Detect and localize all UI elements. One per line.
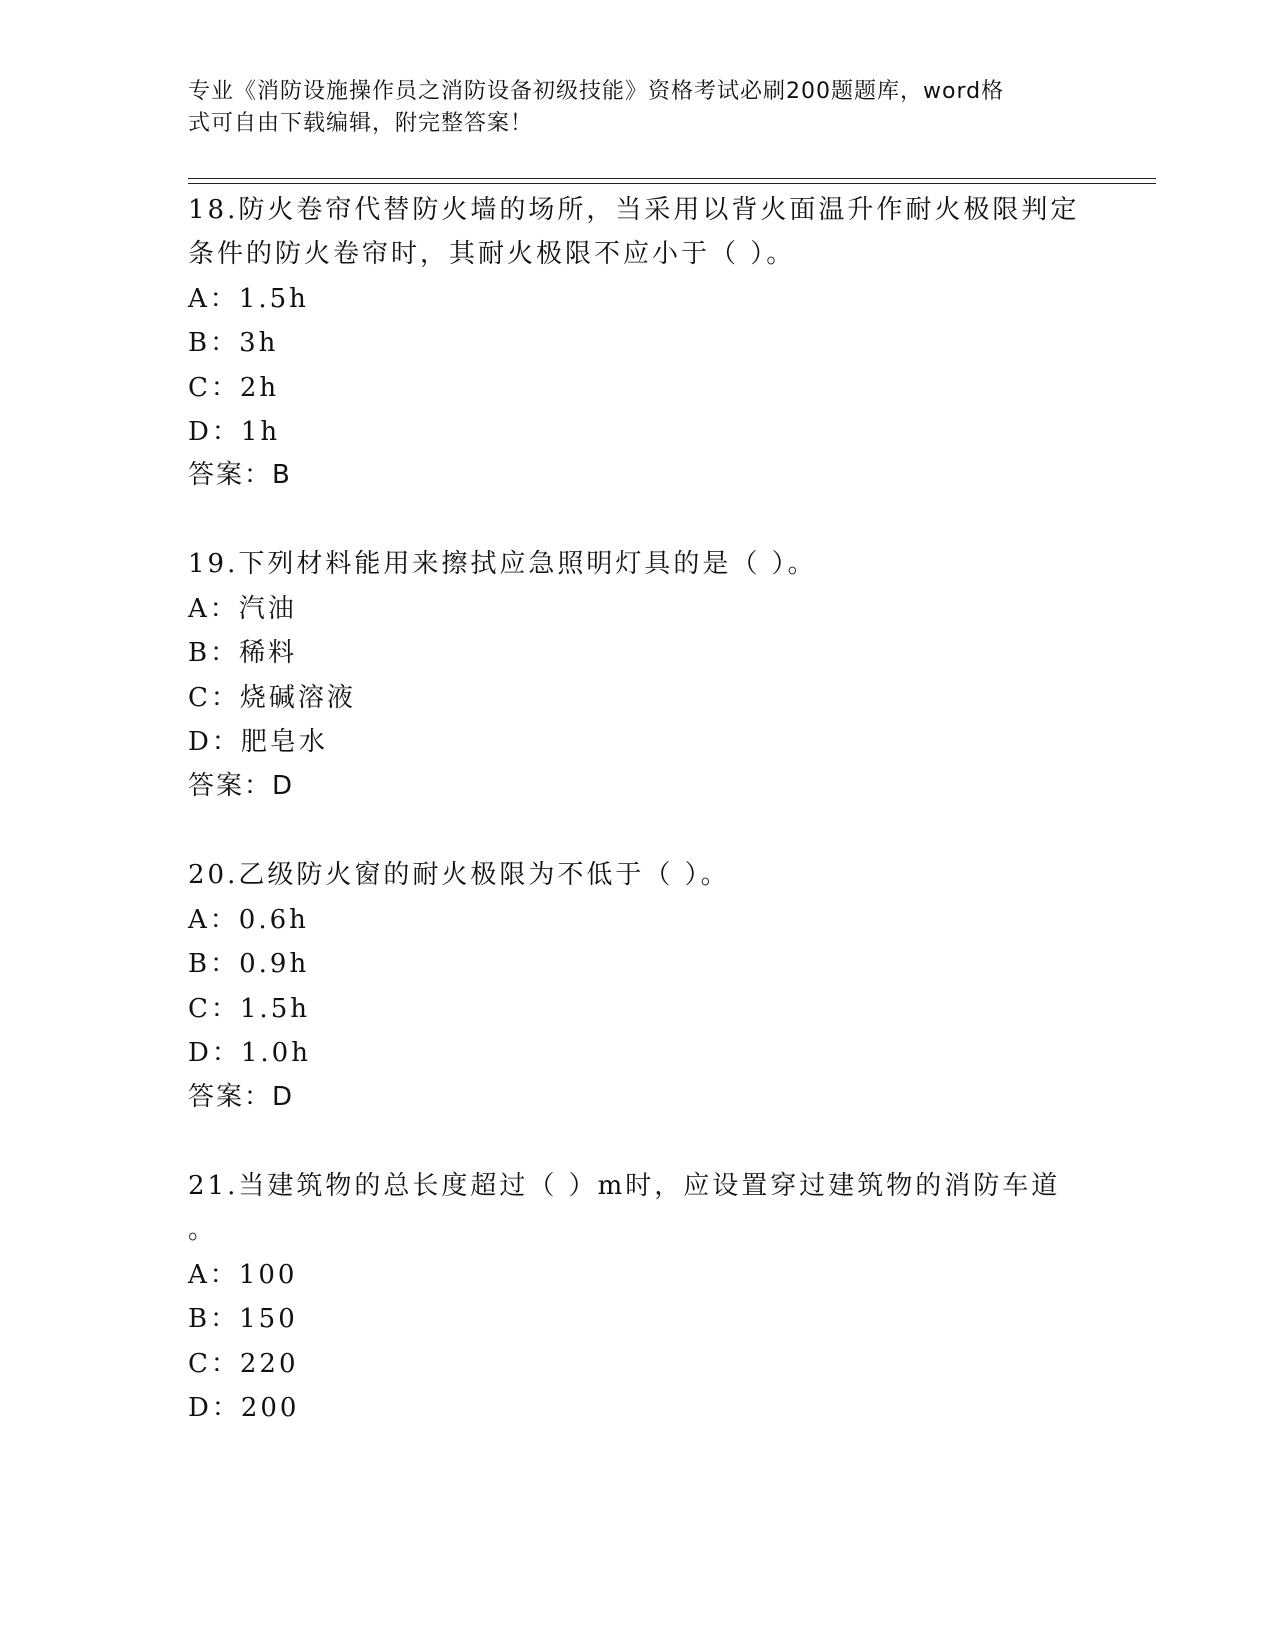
question-20-stem-line-1: 20.乙级防火窗的耐火极限为不低于（ ）。 — [188, 860, 730, 890]
question-18-stem-line-2: 条件的防火卷帘时，其耐火极限不应小于（ ）。 — [188, 239, 796, 269]
question-19-option-a: A：汽油 — [188, 594, 297, 624]
question-20-option-c: C：1.5h — [188, 994, 310, 1024]
question-19-answer: 答案：D — [188, 771, 295, 801]
question-18-option-a: A：1.5h — [188, 284, 309, 314]
header-line-2: 式可自由下载编辑，附完整答案！ — [188, 111, 534, 136]
header-line-1: 专业《消防设施操作员之消防设备初级技能》资格考试必刷200题题库，word格 — [188, 79, 1005, 104]
question-21-stem-line-2: 。 — [188, 1215, 218, 1245]
question-19-stem-line-1: 19.下列材料能用来擦拭应急照明灯具的是（ ）。 — [188, 549, 817, 579]
question-21-option-a: A：100 — [188, 1260, 298, 1290]
question-19-option-d: D：肥皂水 — [188, 727, 328, 757]
question-21-stem-line-1: 21.当建筑物的总长度超过（ ）m时，应设置穿过建筑物的消防车道 — [188, 1171, 1061, 1201]
question-18-answer: 答案：B — [188, 460, 292, 490]
question-18-option-d: D：1h — [188, 417, 281, 447]
question-18-option-c: C：2h — [188, 373, 280, 403]
question-20-answer: 答案：D — [188, 1082, 295, 1112]
question-18-option-b: B：3h — [188, 328, 279, 358]
question-18-stem-line-1: 18.防火卷帘代替防火墙的场所，当采用以背火面温升作耐火极限判定 — [188, 195, 1080, 225]
question-20-option-b: B：0.9h — [188, 949, 310, 979]
question-20-option-d: D：1.0h — [188, 1038, 311, 1068]
question-21-option-d: D：200 — [188, 1393, 300, 1423]
question-19-option-b: B：稀料 — [188, 638, 298, 668]
header-divider-bottom — [188, 183, 1156, 184]
question-19-option-c: C：烧碱溶液 — [188, 683, 356, 713]
document-header — [188, 76, 1068, 140]
question-21-option-c: C：220 — [188, 1349, 299, 1379]
header-divider-top — [188, 178, 1156, 179]
question-21-option-b: B：150 — [188, 1304, 298, 1334]
question-20-option-a: A：0.6h — [188, 905, 309, 935]
